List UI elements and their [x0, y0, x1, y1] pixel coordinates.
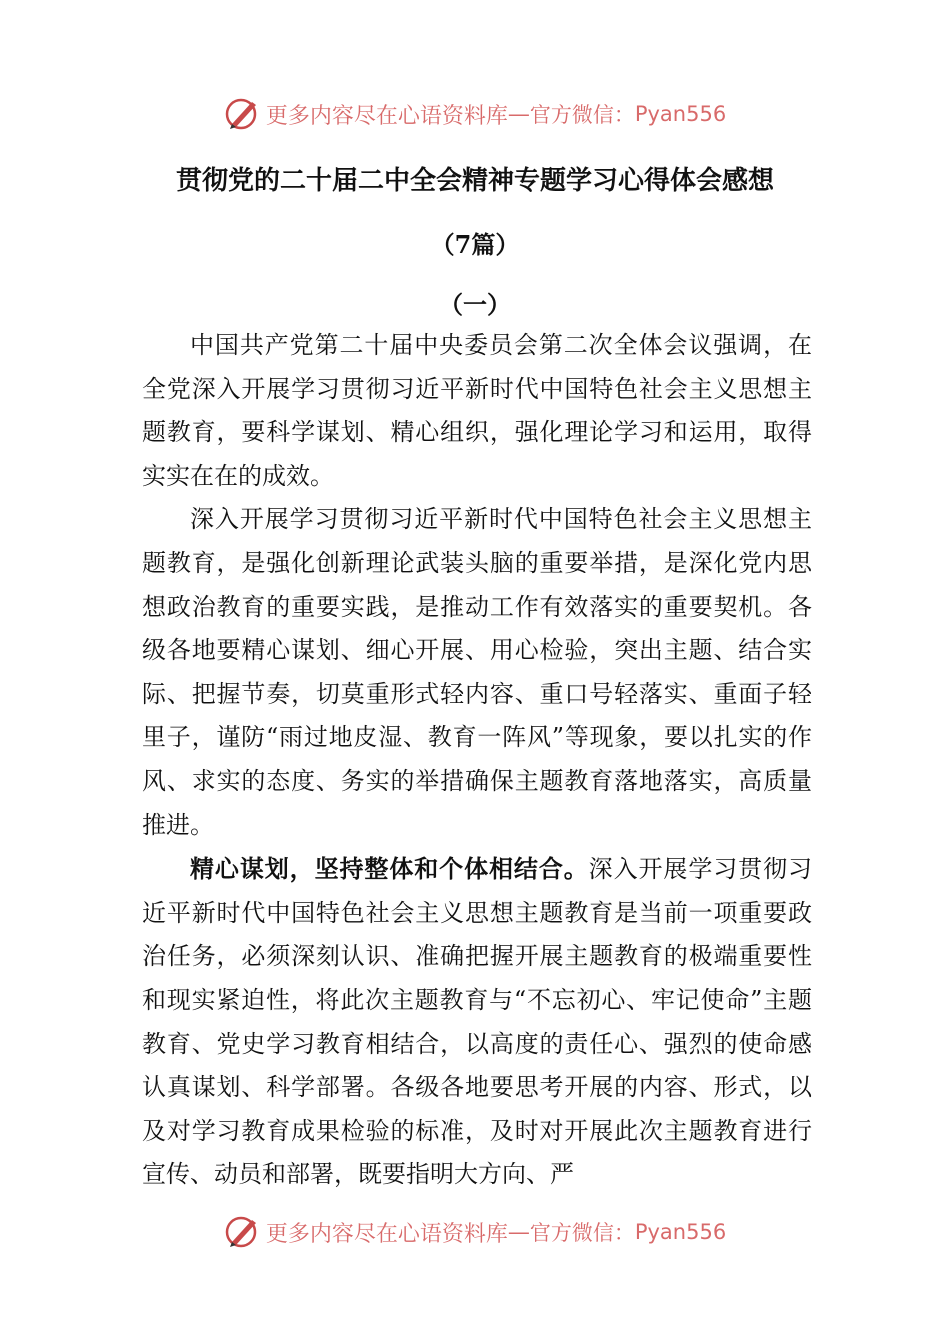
banner-wechat-id: Pyan556 — [634, 102, 727, 126]
document-subtitle: （7篇） — [430, 230, 520, 259]
paragraph-3-heading: 精心谋划，坚持整体和个体相结合。 — [190, 854, 589, 884]
paragraph-2: 深入开展学习贯彻习近平新时代中国特色社会主义思想主题教育，是强化创新理论武装头脑的重要举措，是深化党内思想政治教育的重要实践，是推动工作有效落实的重要契机。各级各地要精心谋划、细心开展、用心检验，突出主题、结合实际、把握节奏，切莫重形式轻内容、重口号轻落实、重面子轻里子，谨防“雨过地皮湿、教育一阵风”等现象，要以扎实的作风、求实的态度、务实的举措确保主题教育落地落实，高质量推进。 — [142, 505, 812, 839]
paragraph-3 — [142, 847, 812, 1197]
paragraph-1: 中国共产党第二十届中央委员会第二次全体会议强调，在全党深入开展学习贯彻习近平新时代中国特色社会主义思想主题教育，要科学谋划、精心组织，强化理论学习和运用，取得实实在在的成效。 — [142, 331, 812, 490]
footer-banner — [0, 1212, 950, 1252]
paragraph-3-text: 深入开展学习贯彻习近平新时代中国特色社会主义思想主题教育是当前一项重要政治任务，必须深刻认识、准确把握开展主题教育的极端重要性和现实紧迫性，将此次主题教育与“不忘初心、牢记使命”主题教育、党史学习教育相结合，以高度的责任心、强烈的使命感认真谋划、科学部署。各级各地要思考开展的内容、形式，以及对学习教育成果检验的标准，及时对开展此次主题教育进行宣传、动员和部署，既要指明大方向、严 — [142, 855, 813, 1189]
banner-wechat-label: 官方微信： — [529, 103, 635, 127]
pen-logo-icon — [224, 96, 262, 132]
document-body — [142, 324, 812, 1197]
banner-dash: — — [507, 1219, 530, 1245]
document-title: 贯彻党的二十届二中全会精神专题学习心得体会感想 — [175, 166, 774, 196]
banner-text: 更多内容尽在心语资料库 — [265, 1221, 508, 1247]
section-number: （一） — [439, 290, 511, 319]
header-banner — [0, 94, 950, 134]
pen-logo-icon — [224, 1214, 262, 1250]
banner-wechat-label: 官方微信： — [529, 1221, 635, 1245]
banner-dash: — — [507, 101, 530, 127]
banner-text: 更多内容尽在心语资料库 — [265, 103, 508, 129]
banner-wechat-id: Pyan556 — [634, 1220, 727, 1244]
